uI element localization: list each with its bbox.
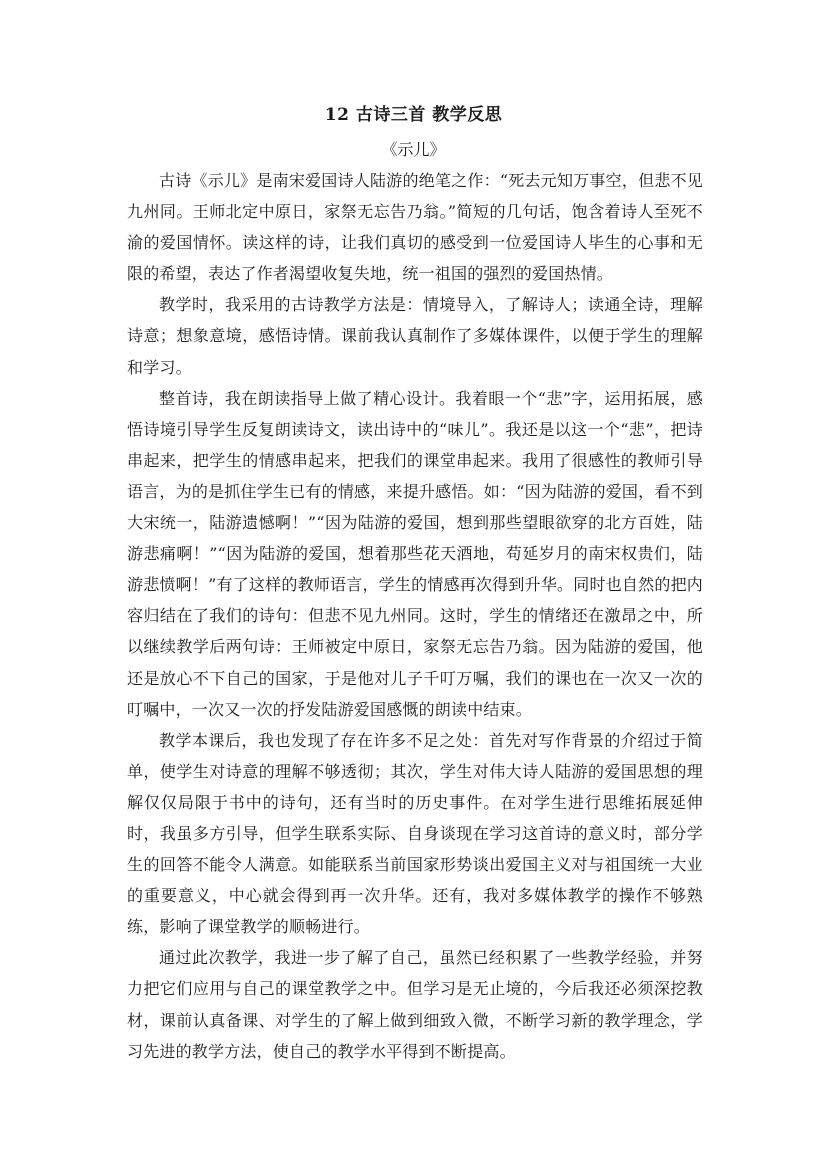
paragraph-reading-guidance: 整首诗，我在朗读指导上做了精心设计。我着眼一个“悲”字，运用拓展，感悟诗境引导学生反复朗读诗文，读出诗中的“味儿”。我还是以这一个“悲”，把诗串起来，把学生的情感串起来，把我们的课堂串起来。我用了很感性的教师引导语言，为的是抓住学生已有的情感，来提升感悟。如：“因为陆游的爱国，看不到大宋统一，陆游遗憾啊！”“因为陆游的爱国，想到那些望眼欲穿的北方百姓，陆游悲痛啊！”“因为陆游的爱国，想着那些花天酒地，苟延岁月的南宋权贵们，陆游悲愤啊！”有了这样的教师语言，学生的情感再次得到升华。同时也自然的把内容归结在了我们的诗句：但悲不见九州同。这时，学生的情绪还在激昂之中，所以继续教学后两句诗：王师被定中原日，家祭无忘告乃翁。因为陆游的爱国，他还是放心不下自己的国家，于是他对儿子千叮万嘱，我们的课也在一次又一次的叮嘱中，一次又一次的抒发陆游爱国感慨的朗读中结束。 — [127, 388, 703, 719]
document-title: 12 古诗三首 教学反思 — [324, 105, 503, 125]
paragraph-method: 教学时，我采用的古诗教学方法是：情境导入，了解诗人；读通全诗，理解诗意；想象意境，感悟诗情。课前我认真制作了多媒体课件，以便于学生的理解和学习。 — [127, 295, 703, 377]
document-body — [127, 165, 703, 1067]
poem-subtitle: 《示儿》 — [381, 140, 446, 159]
paragraph-conclusion: 通过此次教学，我进一步了解了自己，虽然已经积累了一些教学经验，并努力把它们应用与自己的课堂教学之中。但学习是无止境的，今后我还必须深挖教材，课前认真备课、对学生的了解上做到细致入微，不断学习新的教学理念，学习先进的教学方法，使自己的教学水平得到不断提高。 — [127, 948, 703, 1061]
paragraph-intro: 古诗《示儿》是南宋爱国诗人陆游的绝笔之作：“死去元知万事空，但悲不见九州同。王师北定中原日，家祭无忘告乃翁。”简短的几句话，饱含着诗人至死不渝的爱国情怀。读这样的诗，让我们真切的感受到一位爱国诗人毕生的心事和无限的希望，表达了作者渴望收复失地，统一祖国的强烈的爱国热情。 — [127, 171, 703, 284]
paragraph-shortcomings: 教学本课后，我也发现了存在许多不足之处：首先对写作背景的介绍过于简单，使学生对诗意的理解不够透彻；其次，学生对伟大诗人陆游的爱国思想的理解仅仅局限于书中的诗句，还有当时的历史事件。在对学生进行思维拓展延伸时，我虽多方引导，但学生联系实际、自身谈现在学习这首诗的意义时，部分学生的回答不能令人满意。如能联系当前国家形势谈出爱国主义对与祖国统一大业的重要意义，中心就会得到再一次升华。还有，我对多媒体教学的操作不够熟练，影响了课堂教学的顺畅进行。 — [127, 730, 703, 937]
